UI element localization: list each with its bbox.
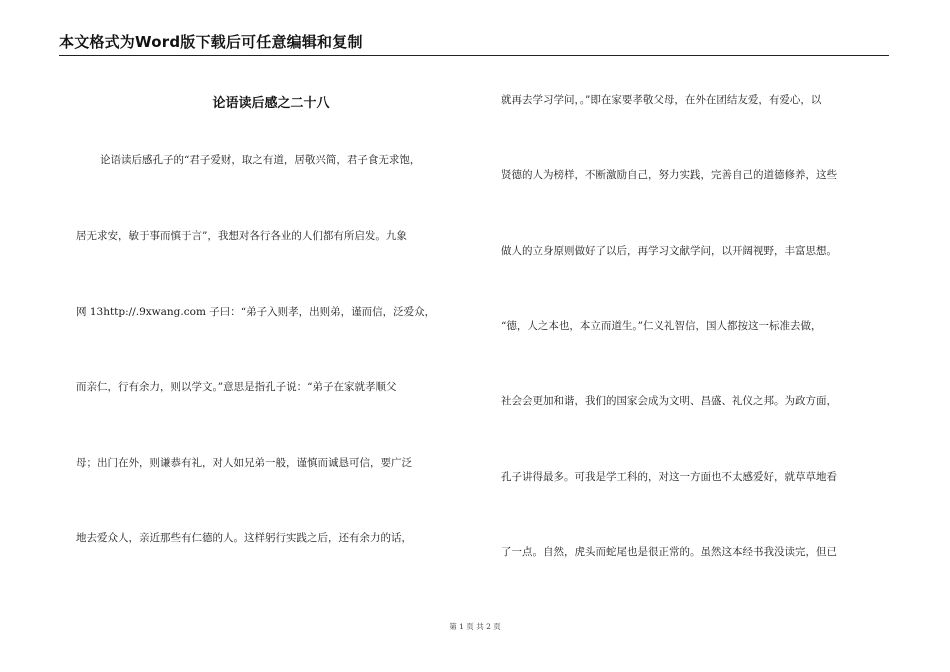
right-column-line: 贤德的人为榜样，不断激励自己，努力实践，完善自己的道德修养，这些	[501, 169, 837, 181]
left-column-line: 论语读后感孔子的“君子爱财，取之有道，居敬兴简，君子食无求饱，	[100, 154, 421, 166]
left-column-line: 地去爱众人，亲近那些有仁德的人。这样躬行实践之后，还有余力的话，	[76, 532, 412, 544]
right-column-line: 就再去学习学问，。”即在家要孝敬父母，在外在团结友爱，有爱心，以	[501, 94, 822, 106]
left-column-line: 网 13http://.9xwang.com 子曰：“弟子入则孝，出则弟，谨而信，泛爱众，	[76, 306, 436, 318]
header-divider	[59, 55, 889, 56]
page-header-text: 本文格式为Word版下载后可任意编辑和复制	[59, 33, 363, 51]
right-column-line: 孔子讲得最多。可我是学工科的，对这一方面也不太感爱好，就草草地看	[501, 471, 837, 483]
right-column-line: 社会会更加和谐，我们的国家会成为文明、昌盛、礼仪之邦。为政方面，	[501, 395, 837, 407]
page-number: 第 1 页 共 2 页	[449, 622, 501, 631]
left-column-line: 母；出门在外，则谦恭有礼，对人如兄弟一般，谨慎而诚恳可信，要广泛	[76, 457, 412, 469]
right-column-line: “德，人之本也，本立而道生。”仁义礼智信，国人都按这一标准去做，	[501, 320, 822, 332]
left-column-line: 而亲仁，行有余力，则以学文。”意思是指孔子说：“弟子在家就孝顺父	[76, 381, 397, 393]
right-column-line: 了一点。自然，虎头而蛇尾也是很正常的。虽然这本经书我没读完，但已	[501, 546, 837, 558]
right-column-line: 做人的立身原则做好了以后，再学习文献学问，以开阔视野，丰富思想。	[501, 245, 837, 257]
left-column-line: 居无求安，敏于事而慎于言”，我想对各行各业的人们都有所启发。九象	[76, 230, 407, 242]
document-title: 论语读后感之二十八	[212, 96, 330, 111]
